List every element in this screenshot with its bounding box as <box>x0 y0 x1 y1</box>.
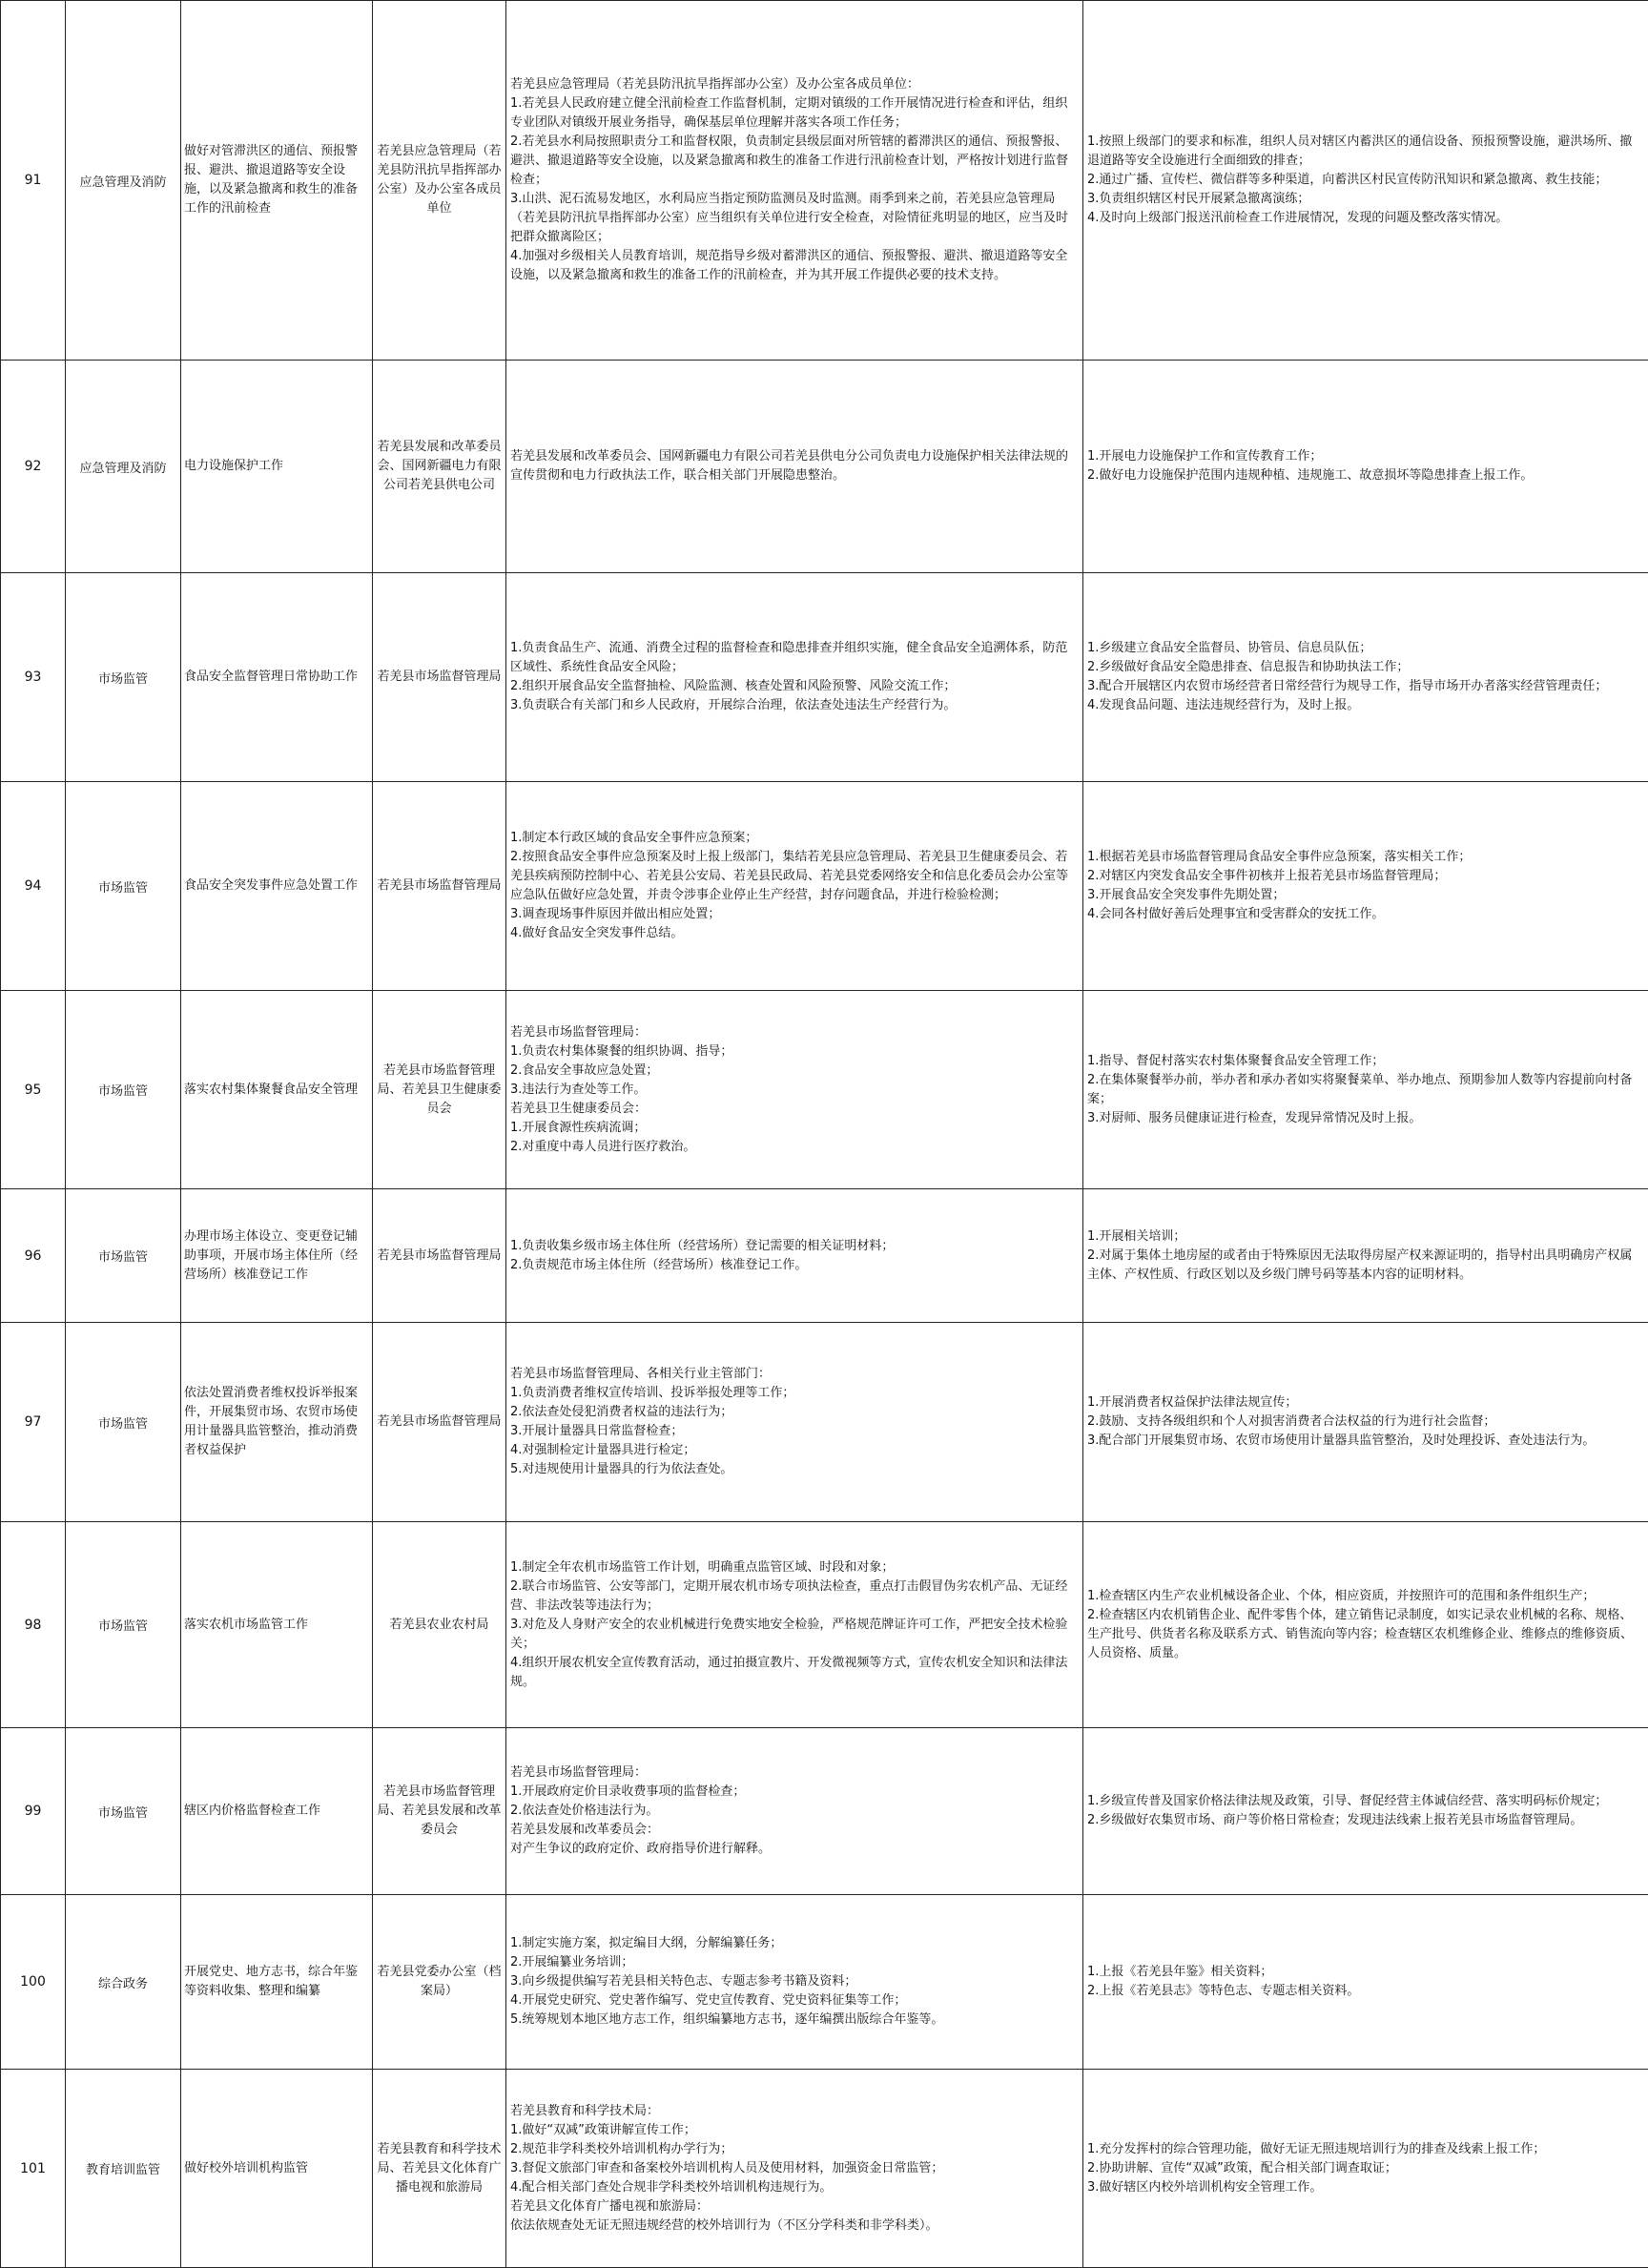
row-number: 99 <box>1 1728 66 1895</box>
duty-line: 2.负责规范市场主体住所（经营场所）核准登记工作。 <box>510 1256 1079 1275</box>
task-line: 1.上报《若羌县年鉴》相关资料； <box>1087 1963 1644 1982</box>
category-cell: 市场监管 <box>66 1522 181 1728</box>
task-cell <box>1083 1 1648 361</box>
task-line: 3.做好辖区内校外培训机构安全管理工作。 <box>1087 2178 1644 2197</box>
department-cell: 若羌县发展和改革委员会、国网新疆电力有限公司若羌县供电公司 <box>373 361 506 573</box>
category-cell: 综合政务 <box>66 1895 181 2070</box>
duty-cell <box>506 573 1083 782</box>
duty-line: 若羌县发展和改革委员会、国网新疆电力有限公司若羌县供电分公司负责电力设施保护相关法律法规的宣传贯彻和电力行政执法工作，联合相关部门开展隐患整治。 <box>510 447 1079 485</box>
row-number: 92 <box>1 361 66 573</box>
task-line: 2.通过广播、宣传栏、微信群等多种渠道，向蓄洪区村民宣传防汛知识和紧急撤离、救生技能； <box>1087 171 1644 190</box>
department-cell: 若羌县党委办公室（档案局） <box>373 1895 506 2070</box>
duty-line: 3.开展计量器具日常监督检查； <box>510 1422 1079 1441</box>
department-cell: 若羌县市场监督管理局 <box>373 1323 506 1522</box>
duty-cell <box>506 991 1083 1189</box>
table-row <box>1 991 1648 1189</box>
item-cell: 依法处置消费者维权投诉举报案件，开展集贸市场、农贸市场使用计量器具监管整治，推动消费者权益保护 <box>181 1323 373 1522</box>
duty-cell <box>506 782 1083 991</box>
task-line: 3.配合部门开展集贸市场、农贸市场使用计量器具监管整治，及时处理投诉、查处违法行为。 <box>1087 1432 1644 1451</box>
duty-line: 1.负责消费者维权宣传培训、投诉举报处理等工作； <box>510 1384 1079 1403</box>
task-cell <box>1083 2070 1648 2268</box>
item-cell: 做好校外培训机构监管 <box>181 2070 373 2268</box>
table-row <box>1 1895 1648 2070</box>
department-cell: 若羌县市场监督管理局、若羌县发展和改革委员会 <box>373 1728 506 1895</box>
task-line: 2.在集体聚餐举办前，举办者和承办者如实将聚餐菜单、举办地点、预期参加人数等内容提前向村备案； <box>1087 1071 1644 1109</box>
department-cell: 若羌县应急管理局（若羌县防汛抗旱指挥部办公室）及办公室各成员单位 <box>373 1 506 361</box>
item-cell: 食品安全突发事件应急处置工作 <box>181 782 373 991</box>
duty-cell <box>506 2070 1083 2268</box>
duty-line: 4.加强对乡级相关人员教育培训，规范指导乡级对蓄滞洪区的通信、预报警报、避洪、撤退道路等安全设施，以及紧急撤离和救生的准备工作的汛前检查，并为其开展工作提供必要的技术支持。 <box>510 247 1079 285</box>
duty-line: 1.做好“双减”政策讲解宣传工作； <box>510 2121 1079 2140</box>
row-number: 93 <box>1 573 66 782</box>
duty-line: 2.组织开展食品安全监督抽检、风险监测、核查处置和风险预警、风险交流工作； <box>510 677 1079 696</box>
task-line: 2.乡级做好食品安全隐患排查、信息报告和协助执法工作； <box>1087 658 1644 677</box>
duty-line: 2.食品安全事故应急处置； <box>510 1062 1079 1081</box>
item-cell: 办理市场主体设立、变更登记辅助事项，开展市场主体住所（经营场所）核准登记工作 <box>181 1189 373 1323</box>
category-cell: 市场监管 <box>66 1189 181 1323</box>
duty-line: 若羌县文化体育广播电视和旅游局： <box>510 2197 1079 2216</box>
duty-line: 4.开展党史研究、党史著作编写、党史宣传教育、党史资料征集等工作； <box>510 1991 1079 2010</box>
department-cell: 若羌县市场监督管理局、若羌县卫生健康委员会 <box>373 991 506 1189</box>
duty-line: 1.负责食品生产、流通、消费全过程的监督检查和隐患排查并组织实施，健全食品安全追溯体系，防范区域性、系统性食品安全风险； <box>510 639 1079 677</box>
task-line: 2.鼓励、支持各级组织和个人对损害消费者合法权益的行为进行社会监督； <box>1087 1412 1644 1432</box>
item-cell: 落实农村集体聚餐食品安全管理 <box>181 991 373 1189</box>
duty-line: 3.负责联合有关部门和乡人民政府，开展综合治理，依法查处违法生产经营行为。 <box>510 696 1079 715</box>
task-cell <box>1083 1323 1648 1522</box>
task-line: 2.检查辖区内农机销售企业、配件零售个体，建立销售记录制度，如实记录农业机械的名称、规格、生产批号、供货者名称及联系方式、销售流向等内容；检查辖区农机维修企业、维修点的维修资质、人员资格、质量。 <box>1087 1606 1644 1663</box>
task-line: 2.协助讲解、宣传“双减”政策，配合相关部门调查取证； <box>1087 2159 1644 2178</box>
task-line: 1.乡级建立食品安全监督员、协管员、信息员队伍； <box>1087 639 1644 658</box>
duty-line: 1.负责收集乡级市场主体住所（经营场所）登记需要的相关证明材料； <box>510 1237 1079 1256</box>
table-row <box>1 1522 1648 1728</box>
task-cell <box>1083 991 1648 1189</box>
task-line: 2.做好电力设施保护范围内违规种植、违规施工、故意损坏等隐患排查上报工作。 <box>1087 466 1644 485</box>
task-line: 1.检查辖区内生产农业机械设备企业、个体，相应资质，并按照许可的范围和条件组织生产； <box>1087 1587 1644 1606</box>
category-cell: 应急管理及消防 <box>66 1 181 361</box>
duty-line: 3.向乡级提供编写若羌县相关特色志、专题志参考书籍及资料； <box>510 1972 1079 1991</box>
duty-line: 若羌县教育和科学技术局： <box>510 2102 1079 2121</box>
table-row <box>1 1 1648 361</box>
department-cell: 若羌县市场监督管理局 <box>373 573 506 782</box>
task-line: 3.负责组织辖区村民开展紧急撤离演练； <box>1087 190 1644 209</box>
item-cell: 做好对管滞洪区的通信、预报警报、避洪、撤退道路等安全设施，以及紧急撤离和救生的准备工作的汛前检查 <box>181 1 373 361</box>
row-number: 91 <box>1 1 66 361</box>
table-row <box>1 782 1648 991</box>
task-line: 4.发现食品问题、违法违规经营行为，及时上报。 <box>1087 696 1644 715</box>
task-line: 2.上报《若羌县志》等特色志、专题志相关资料。 <box>1087 1982 1644 2001</box>
table-row <box>1 1323 1648 1522</box>
task-line: 1.根据若羌县市场监督管理局食品安全事件应急预案，落实相关工作； <box>1087 848 1644 867</box>
item-cell: 落实农机市场监管工作 <box>181 1522 373 1728</box>
row-number: 97 <box>1 1323 66 1522</box>
duty-line: 4.对强制检定计量器具进行检定； <box>510 1441 1079 1460</box>
category-cell: 市场监管 <box>66 573 181 782</box>
duty-line: 1.开展食源性疾病流调； <box>510 1119 1079 1138</box>
duty-line: 4.做好食品安全突发事件总结。 <box>510 924 1079 943</box>
row-number: 95 <box>1 991 66 1189</box>
row-number: 96 <box>1 1189 66 1323</box>
category-cell: 应急管理及消防 <box>66 361 181 573</box>
duty-cell <box>506 1323 1083 1522</box>
row-number: 98 <box>1 1522 66 1728</box>
task-line: 2.对辖区内突发食品安全事件初核并上报若羌县市场监督管理局； <box>1087 867 1644 886</box>
category-cell: 市场监管 <box>66 1323 181 1522</box>
duty-cell <box>506 1522 1083 1728</box>
duty-line: 3.对危及人身财产安全的农业机械进行免费实地安全检验，严格规范牌证许可工作，严把安全技术检验关； <box>510 1616 1079 1654</box>
duty-line: 2.若羌县水利局按照职责分工和监督权限，负责制定县级层面对所管辖的蓄滞洪区的通信、预报警报、避洪、撤退道路等安全设施，以及紧急撤离和救生的准备工作进行汛前检查计划，严格按计划进行监督检查； <box>510 133 1079 190</box>
duty-line: 1.制定实施方案，拟定编目大纲，分解编纂任务； <box>510 1934 1079 1953</box>
duty-cell <box>506 1189 1083 1323</box>
duty-line: 1.开展政府定价目录收费事项的监督检查； <box>510 1783 1079 1802</box>
task-line: 1.乡级宣传普及国家价格法律法规及政策，引导、督促经营主体诚信经营、落实明码标价规定； <box>1087 1792 1644 1811</box>
table-row <box>1 573 1648 782</box>
task-line: 1.指导、督促村落实农村集体聚餐食品安全管理工作； <box>1087 1052 1644 1071</box>
duty-line: 2.开展编纂业务培训； <box>510 1953 1079 1972</box>
department-cell: 若羌县农业农村局 <box>373 1522 506 1728</box>
task-line: 4.会同各村做好善后处理事宜和受害群众的安抚工作。 <box>1087 905 1644 924</box>
item-cell: 电力设施保护工作 <box>181 361 373 573</box>
duty-line: 1.制定全年农机市场监管工作计划，明确重点监管区域、时段和对象； <box>510 1558 1079 1577</box>
duty-cell <box>506 1895 1083 2070</box>
duty-line: 3.山洪、泥石流易发地区，水利局应当指定预防监测员及时监测。雨季到来之前，若羌县应急管理局（若羌县防汛抗旱指挥部办公室）应当组织有关单位进行安全检查，对险情征兆明显的地区，应当及时把群众撤离险区； <box>510 190 1079 247</box>
task-cell <box>1083 782 1648 991</box>
duty-line: 2.依法查处侵犯消费者权益的违法行为； <box>510 1403 1079 1422</box>
duty-line: 3.违法行为查处等工作。 <box>510 1081 1079 1100</box>
task-line: 3.配合开展辖区内农贸市场经营者日常经营行为规导工作，指导市场开办者落实经营管理责任； <box>1087 677 1644 696</box>
task-cell <box>1083 1895 1648 2070</box>
duty-line: 1.制定本行政区域的食品安全事件应急预案； <box>510 829 1079 848</box>
task-cell <box>1083 1522 1648 1728</box>
duty-line: 2.按照食品安全事件应急预案及时上报上级部门，集结若羌县应急管理局、若羌县卫生健康委员会、若羌县疾病预防控制中心、若羌县公安局、若羌县民政局、若羌县党委网络安全和信息化委员会办公室等应急队伍做好应急处置，并责令涉事企业停止生产经营，封存问题食品，并进行检验检测； <box>510 848 1079 905</box>
duty-line: 若羌县市场监督管理局、各相关行业主管部门： <box>510 1365 1079 1384</box>
table-row <box>1 2070 1648 2268</box>
task-line: 2.乡级做好农集贸市场、商户等价格日常检查；发现违法线索上报若羌县市场监督管理局。 <box>1087 1811 1644 1830</box>
category-cell: 教育培训监管 <box>66 2070 181 2268</box>
duty-line: 2.规范非学科类校外培训机构办学行为； <box>510 2140 1079 2159</box>
duty-line: 2.对重度中毒人员进行医疗救治。 <box>510 1138 1079 1157</box>
row-number: 94 <box>1 782 66 991</box>
duty-line: 2.依法查处价格违法行为。 <box>510 1802 1079 1821</box>
duty-cell <box>506 1 1083 361</box>
duty-line: 若羌县应急管理局（若羌县防汛抗旱指挥部办公室）及办公室各成员单位： <box>510 75 1079 94</box>
task-cell <box>1083 1189 1648 1323</box>
task-line: 1.开展消费者权益保护法律法规宣传； <box>1087 1393 1644 1412</box>
duty-line: 5.对违规使用计量器具的行为依法查处。 <box>510 1460 1079 1479</box>
table-row <box>1 1728 1648 1895</box>
task-cell <box>1083 1728 1648 1895</box>
table-row <box>1 1189 1648 1323</box>
row-number: 100 <box>1 1895 66 2070</box>
duty-line: 1.负责农村集体聚餐的组织协调、指导； <box>510 1042 1079 1062</box>
duty-line: 3.调查现场事件原因并做出相应处置； <box>510 905 1079 924</box>
duty-line: 5.统筹规划本地区地方志工作，组织编纂地方志书，逐年编撰出版综合年鉴等。 <box>510 2010 1079 2030</box>
duty-line: 依法依规查处无证无照违规经营的校外培训行为（不区分学科类和非学科类）。 <box>510 2216 1079 2236</box>
department-cell: 若羌县教育和科学技术局、若羌县文化体育广播电视和旅游局 <box>373 2070 506 2268</box>
duty-line: 2.联合市场监管、公安等部门，定期开展农机市场专项执法检查，重点打击假冒伪劣农机产品、无证经营、非法改装等违法行为； <box>510 1577 1079 1616</box>
duty-line: 4.配合相关部门查处合规非学科类校外培训机构违规行为。 <box>510 2178 1079 2197</box>
task-cell <box>1083 573 1648 782</box>
task-line: 3.开展食品安全突发事件先期处置； <box>1087 886 1644 905</box>
duty-line: 对产生争议的政府定价、政府指导价进行解释。 <box>510 1840 1079 1859</box>
task-line: 3.对厨师、服务员健康证进行检查，发现异常情况及时上报。 <box>1087 1109 1644 1128</box>
task-cell <box>1083 361 1648 573</box>
duty-line: 若羌县卫生健康委员会： <box>510 1100 1079 1119</box>
duty-line: 若羌县市场监督管理局： <box>510 1763 1079 1783</box>
duty-line: 若羌县发展和改革委员会： <box>510 1821 1079 1840</box>
department-cell: 若羌县市场监督管理局 <box>373 1189 506 1323</box>
item-cell: 食品安全监督管理日常协助工作 <box>181 573 373 782</box>
department-cell: 若羌县市场监督管理局 <box>373 782 506 991</box>
item-cell: 辖区内价格监督检查工作 <box>181 1728 373 1895</box>
task-line: 1.按照上级部门的要求和标准，组织人员对辖区内蓄洪区的通信设备、预报预警设施，避洪场所、撤退道路等安全设施进行全面细致的排查； <box>1087 133 1644 171</box>
task-line: 1.充分发挥村的综合管理功能，做好无证无照违规培训行为的排查及线索上报工作； <box>1087 2140 1644 2159</box>
duty-line: 1.若羌县人民政府建立健全汛前检查工作监督机制，定期对镇级的工作开展情况进行检查和评估，组织专业团队对镇级开展业务指导，确保基层单位理解并落实各项工作任务； <box>510 94 1079 133</box>
duty-cell <box>506 1728 1083 1895</box>
category-cell: 市场监管 <box>66 1728 181 1895</box>
category-cell: 市场监管 <box>66 782 181 991</box>
task-line: 1.开展电力设施保护工作和宣传教育工作； <box>1087 447 1644 466</box>
task-line: 2.对属于集体土地房屋的或者由于特殊原因无法取得房屋产权来源证明的，指导村出具明确房产权属主体、产权性质、行政区划以及乡级门牌号码等基本内容的证明材料。 <box>1087 1247 1644 1285</box>
duty-cell <box>506 361 1083 573</box>
row-number: 101 <box>1 2070 66 2268</box>
task-line: 1.开展相关培训； <box>1087 1227 1644 1247</box>
duty-line: 3.督促文旅部门审查和备案校外培训机构人员及使用材料，加强资金日常监管； <box>510 2159 1079 2178</box>
table-row <box>1 361 1648 573</box>
duty-line: 若羌县市场监督管理局： <box>510 1023 1079 1042</box>
duty-line: 4.组织开展农机安全宣传教育活动，通过拍摄宣教片、开发微视频等方式，宣传农机安全知识和法律法规。 <box>510 1654 1079 1692</box>
task-line: 4.及时向上级部门报送汛前检查工作进展情况，发现的问题及整改落实情况。 <box>1087 209 1644 228</box>
category-cell: 市场监管 <box>66 991 181 1189</box>
item-cell: 开展党史、地方志书，综合年鉴等资料收集、整理和编纂 <box>181 1895 373 2070</box>
